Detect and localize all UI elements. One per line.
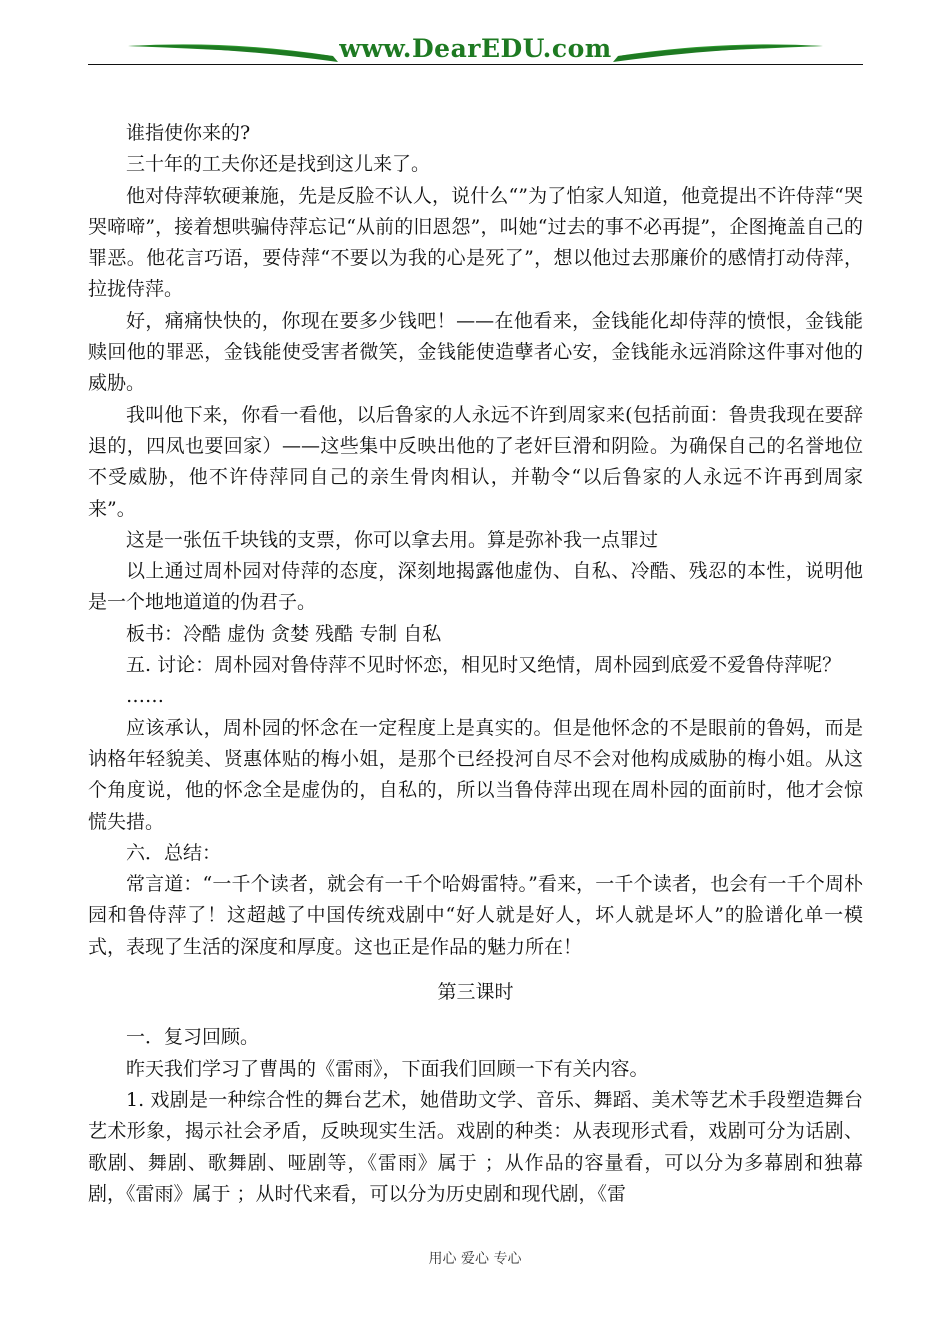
paragraph: 以上通过周朴园对侍萍的态度，深刻地揭露他虚伪、自私、冷酷、残忍的本性，说明他是一个地地道道的伪君子。 (88, 560, 863, 614)
page-header (88, 28, 863, 78)
paragraph: 五. 讨论：周朴园对鲁侍萍不见时怀恋，相见时又绝情，周朴园到底爱不爱鲁侍萍呢？ (126, 654, 842, 677)
paragraph: 这是一张伍千块钱的支票，你可以拿去用。算是弥补我一点罪过 (126, 528, 659, 551)
page-footer: 用心 爱心 专心 (428, 1251, 522, 1267)
paragraph: …… (126, 685, 164, 708)
paragraph: 谁指使你来的? (126, 122, 251, 144)
paragraph: 三十年的工夫你还是找到这儿来了。 (126, 153, 431, 176)
paragraph: 板书：冷酷 虚伪 贪婪 残酷 专制 自私 (126, 622, 442, 645)
section-title: 第三课时 (437, 981, 514, 1004)
paragraph: 他对侍萍软硬兼施，先是反脸不认人，说什么“”为了怕家人知道，他竟提出不许侍萍“哭哭啼啼”，接着想哄骗侍萍忘记“从前的旧恩怨”，叫她“过去的事不必再提”，企图掩盖自己的罪恶。他花言巧语，要侍萍“不要以为我的心是死了”，想以他过去那廉价的感情打动侍萍，拉拢侍萍。 (88, 184, 863, 301)
paragraph: 1. 戏剧是一种综合性的舞台艺术，她借助文学、音乐、舞蹈、美术等艺术手段塑造舞台艺术形象，揭示社会矛盾，反映现实生活。戏剧的种类：从表现形式看，戏剧可分为话剧、歌剧、舞剧、歌舞剧、哑剧等，《雷雨》属于 ；从作品的容量看，可以分为多幕剧和独幕剧，《雷雨》属于 ；从时代来看，可以分为历史剧和现代剧，《雷 (88, 1088, 863, 1205)
paragraph: 六．总结： (126, 841, 222, 864)
paragraph: 应该承认，周朴园的怀念在一定程度上是真实的。但是他怀念的不是眼前的鲁妈，而是讷格年轻貌美、贤惠体贴的梅小姐，是那个已经投河自尽不会对他构成威胁的梅小姐。从这个角度说，他的怀念全是虚伪的，自私的，所以当鲁侍萍出现在周朴园的面前时，他才会惊慌失措。 (88, 716, 863, 833)
paragraph: 一．复习回顾。 (126, 1026, 260, 1049)
main-text (88, 118, 863, 1210)
header-divider (88, 64, 863, 65)
paragraph: 好，痛痛快快的，你现在要多少钱吧！——在他看来，金钱能化却侍萍的愤恨，金钱能赎回他的罪恶，金钱能使受害者微笑，金钱能使造孽者心安，金钱能永远消除这件事对他的威胁。 (88, 309, 863, 395)
paragraph: 昨天我们学习了曹禺的《雷雨》，下面我们回顾一下有关内容。 (126, 1057, 649, 1080)
paragraph: 常言道：“一千个读者，就会有一千个哈姆雷特。”看来，一千个读者，也会有一千个周朴园和鲁侍萍了！这超越了中国传统戏剧中“好人就是好人，坏人就是坏人”的脸谱化单一模式，表现了生活的深度和厚度。这也正是作品的魅力所在！ (88, 873, 863, 958)
site-logo-text: www.DearEDU.com (339, 34, 612, 63)
paragraph: 我叫他下来，你看一看他，以后鲁家的人永远不许到周家来(包括前面：鲁贵我现在要辞退的，四凤也要回家）——这些集中反映出他的了老奸巨滑和阴险。为确保自己的名誉地位不受威胁，他不许侍萍同自己的亲生骨肉相认，并勒令“以后鲁家的人永远不许再到周家来”。 (88, 403, 863, 520)
